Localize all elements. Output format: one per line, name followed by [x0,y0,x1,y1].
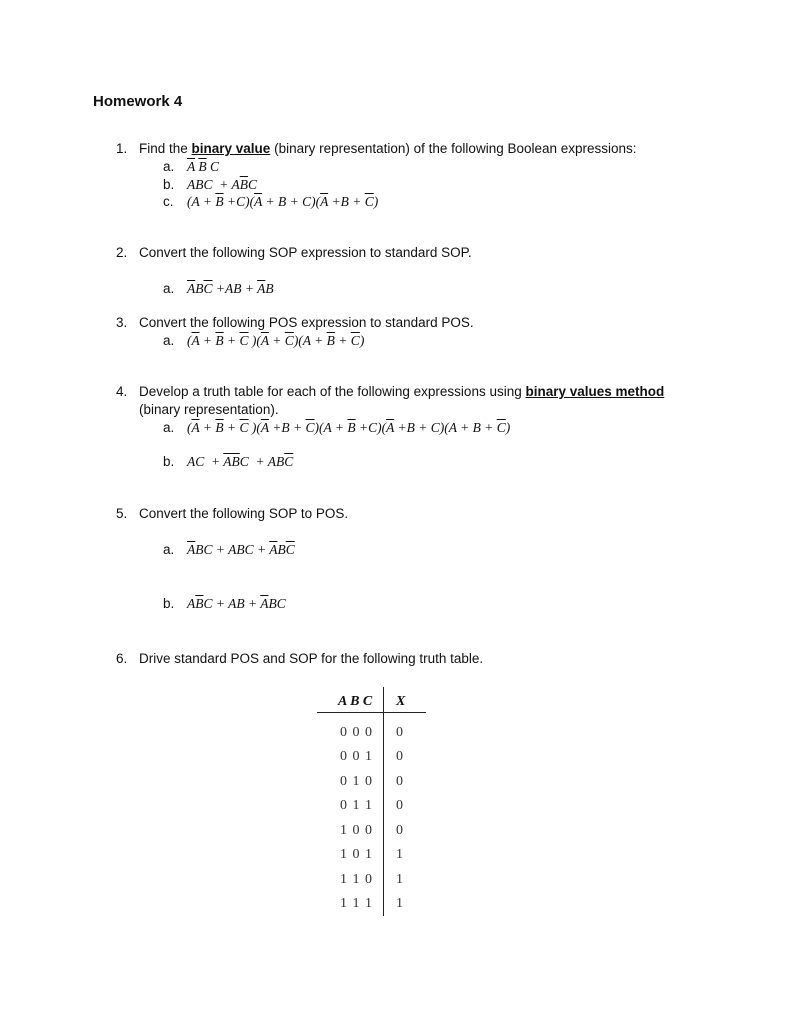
table-cell: 0 0 1 [340,749,373,764]
item-label: b. [163,454,175,469]
table-cell: 0 [396,798,404,813]
item-label: a. [163,542,175,557]
table-cell: 1 0 1 [340,847,373,862]
question-number: 6. [116,651,128,666]
question-text-line2: (binary representation). [139,402,279,417]
question-number: 2. [116,245,128,260]
item-label: a. [163,281,175,296]
table-cell: 0 [396,749,404,764]
expression: $\overline{A}$ $\overline{B}$ C [187,159,220,174]
item-label: a. [163,159,175,174]
question-text: Convert the following POS expression to standard POS. [139,315,474,330]
table-cell: 1 [396,896,404,911]
item-label: a. [163,420,175,435]
question-text: Convert the following SOP to POS. [139,506,349,521]
question-text-part: Find the [139,141,192,156]
table-cell: 0 [396,774,404,789]
expression: $A\overline{B}C$ + AB + $\overline{A}BC$ [187,596,286,611]
expression: $(A + \overline{B} +C)(\overline{A} + B + C)(\overline{A} +B + \overline{C})$ [187,194,379,209]
question-number: 1. [116,141,128,156]
table-cell: 1 0 0 [340,823,373,838]
question-text-part: Develop a truth table for each of the following expressions using [139,384,526,399]
expression: ($\overline{A} + \overline{B} + \overline{C}$ )$(\overline{A} +B + \overline{C})(A + \overline{B} +C)(\overline{A} +B + C)(A + B + \overline{C})$ [187,420,511,435]
table-cell: 1 [396,847,404,862]
table-cell: 0 1 0 [340,774,373,789]
question-text: Drive standard POS and SOP for the following truth table. [139,651,484,666]
table-header-inputs: A B C [338,694,373,709]
question-text [139,384,664,399]
table-cell: 1 1 1 [340,896,373,911]
item-label: b. [163,177,175,192]
item-label: b. [163,596,175,611]
question-text [139,141,637,156]
question-text-part: (binary representation) of the following Boolean expressions: [270,141,637,156]
table-cell: 0 0 0 [340,725,373,740]
item-label: c. [163,194,174,209]
table-cell: 0 1 1 [340,798,373,813]
question-text: Convert the following SOP expression to standard SOP. [139,245,472,260]
question-number: 3. [116,315,128,330]
item-label: a. [163,333,175,348]
table-cell: 0 [396,725,404,740]
expression: $\overline{A}BC$ + ABC + $\overline{A}B\overline{C}$ [187,542,295,557]
question-number: 4. [116,384,128,399]
expression: AC + $\overline{AB}C + AB\overline{C}$ [187,454,294,469]
question-number: 5. [116,506,128,521]
table-cell: 1 1 0 [340,872,373,887]
question-emphasis: binary values method [525,384,665,399]
question-emphasis: binary value [191,141,271,156]
page-title: Homework 4 [93,93,183,110]
table-cell: 1 [396,872,404,887]
table-header-output: X [396,694,406,709]
expression: $\overline{A}B\overline{C} +AB + \overline{A}B$ [187,281,274,296]
expression: ($\overline{A} + \overline{B} + \overline{C}$ )$(\overline{A} + \overline{C})(A + \overline{B} + \overline{C})$ [187,333,365,348]
table-header-rule [317,712,426,713]
table-cell: 0 [396,823,404,838]
expression: ABC + $A\overline{B}C$ [187,177,257,192]
table-divider [383,687,384,916]
